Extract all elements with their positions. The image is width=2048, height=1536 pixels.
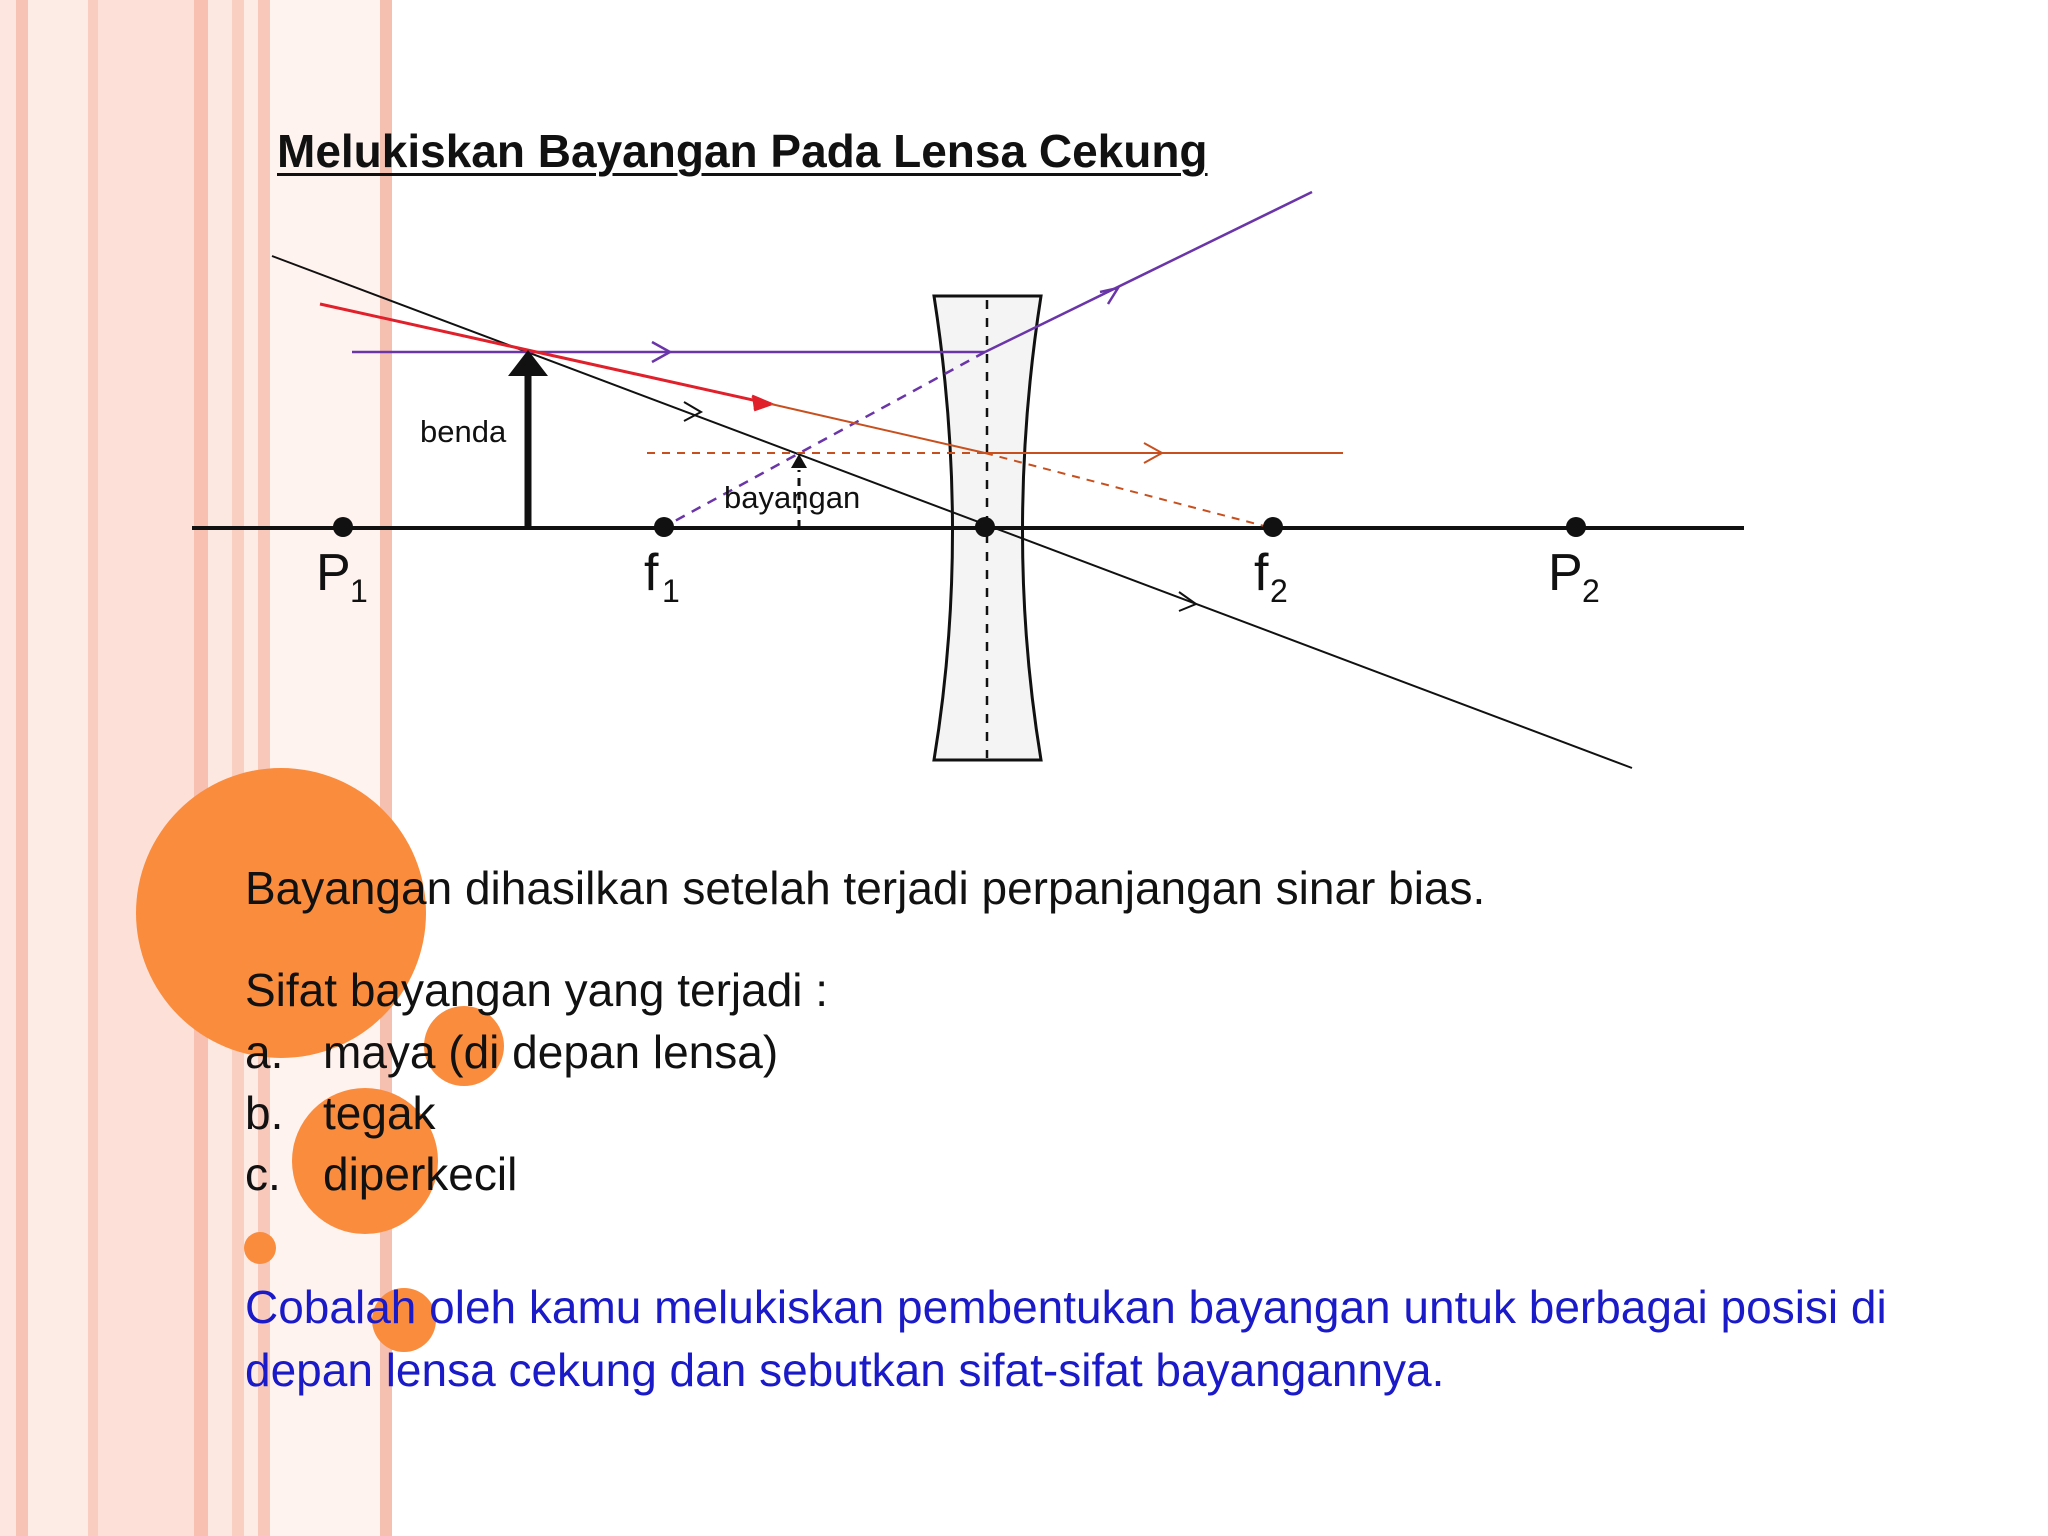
list-item-text: tegak [323,1087,436,1139]
label-f2: f [1254,544,1269,602]
label-f1: f [644,544,659,602]
ray-focal-extension-forward [985,453,1272,528]
list-item-text: diperkecil [323,1148,518,1200]
label-p2: P [1548,544,1583,602]
list-item [245,1144,778,1205]
list-item-text: maya (di depan lensa) [323,1026,779,1078]
point-p2 [1566,517,1586,537]
explanation-text: Bayangan dihasilkan setelah terjadi perpanjangan sinar bias. [245,862,1486,914]
label-f2-sub: 2 [1270,573,1288,609]
properties-list [245,1022,778,1205]
label-image: bayangan [724,480,861,515]
label-f1-sub: 1 [662,573,680,609]
ray-parallel-arrow-2 [1100,288,1118,304]
task-text: Cobalah oleh kamu melukiskan pembentukan bayangan untuk berbagai posisi di depan lensa cekung dan sebutkan sifat-sifat bayangannya. [245,1281,1887,1396]
label-p1-sub: 1 [350,573,368,609]
point-p1 [333,517,353,537]
page-title: Melukiskan Bayangan Pada Lensa Cekung [277,125,1208,177]
label-p2-sub: 2 [1582,573,1600,609]
list-marker: b. [245,1087,284,1139]
point-f2 [1263,517,1283,537]
ray-parallel-refracted [985,192,1312,352]
list-marker: a. [245,1026,284,1078]
label-object: benda [420,414,507,449]
label-p1: P [316,544,351,602]
point-center [975,517,995,537]
ray-focal-incident [320,304,771,404]
list-marker: c. [245,1148,281,1200]
point-f1 [654,517,674,537]
list-item [245,1083,778,1144]
properties-heading: Sifat bayangan yang terjadi : [245,964,829,1016]
list-item [245,1022,778,1083]
ray-focal-arrow-1 [752,396,771,410]
